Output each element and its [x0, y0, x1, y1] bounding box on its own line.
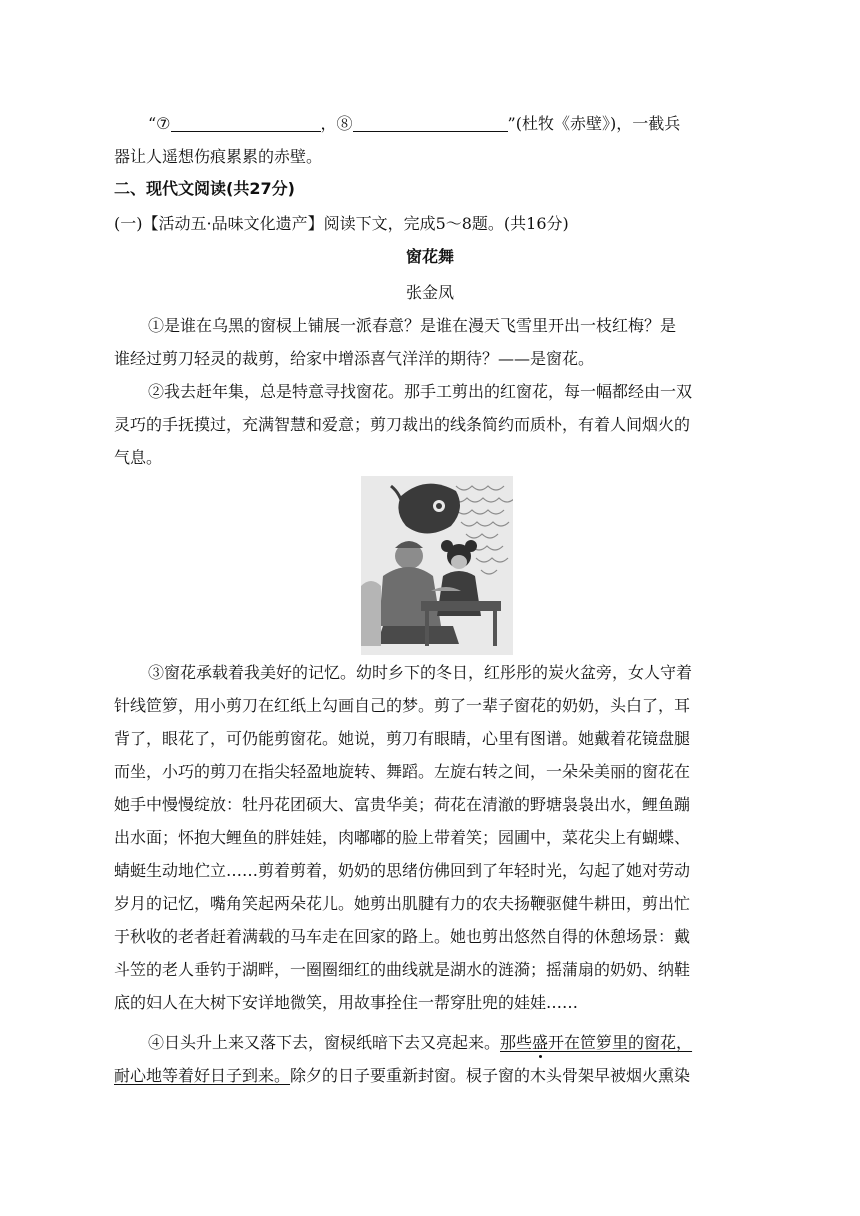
p3-line-4: 而坐，小巧的剪刀在指尖轻盈地旋转、舞蹈。左旋右转之间，一朵朵美丽的窗花在: [114, 762, 691, 781]
poem-fill-line: [148, 114, 680, 134]
paper-cutting-illustration: [361, 476, 513, 655]
p4-plain-text: ④日头升上来又落下去，窗棂纸暗下去又亮起来。: [148, 1033, 501, 1052]
p4-underlined-continuation: 耐心地等着好日子到来。: [114, 1066, 291, 1085]
p1-line-2: 谁经过剪刀轻灵的裁剪，给家中增添喜气洋洋的期待？——是窗花。: [114, 349, 595, 368]
p3-line-9: 于秋收的老者赶着满载的马车走在回家的路上。她也剪出悠然自得的休憩场景：戴: [114, 927, 691, 946]
p2-line-2: 灵巧的手抚摸过，充满智慧和爱意；剪刀裁出的线条简约而质朴，有着人间烟火的: [114, 415, 691, 434]
section-title: 二、现代文阅读(共27分): [114, 179, 295, 198]
blank-7[interactable]: [171, 115, 321, 132]
p2-line-1: ②我去赶年集，总是特意寻找窗花。那手工剪出的红窗花，每一幅都经由一双: [148, 382, 693, 401]
p3-line-2: 针线笸箩，用小剪刀在红纸上勾画自己的梦。剪了一辈子窗花的奶奶，头白了，耳: [114, 696, 691, 715]
p4-underlined-part-a: 那些: [500, 1033, 533, 1052]
p3-line-1: ③窗花承载着我美好的记忆。幼时乡下的冬日，红彤彤的炭火盆旁，女人守着: [148, 663, 693, 682]
p4-plain-continuation: 除夕的日子要重新封窗。棂子窗的木头骨架早被烟火熏染: [290, 1066, 691, 1085]
p3-line-5: 她手中慢慢绽放：牡丹花团硕大、富贵华美；荷花在清澈的野塘袅袅出水，鲤鱼蹦: [114, 795, 691, 814]
p3-line-11: 底的妇人在大树下安详地微笑，用故事拴住一帮穿肚兜的娃娃……: [114, 993, 579, 1012]
p4-dotted-char: 盛: [532, 1033, 549, 1052]
quote-close: ”(杜牧《赤壁》)，一截兵: [507, 114, 681, 133]
instructions: (一)【活动五·品味文化遗产】阅读下文，完成5～8题。(共16分): [114, 214, 569, 233]
p3-line-3: 背了，眼花了，可仍能剪窗花。她说，剪刀有眼睛，心里有图谱。她戴着花镜盘腿: [114, 729, 691, 748]
blank-8[interactable]: [353, 115, 508, 132]
p4-underlined-part-b: 开在笸箩里的窗花，: [548, 1033, 693, 1052]
p3-line-10: 斗笠的老人垂钓于湖畔，一圈圈细红的曲线就是湖水的涟漪；摇蒲扇的奶奶、纳鞋: [114, 960, 691, 979]
comma-sep: ，⑧: [320, 114, 353, 133]
quote-open: “⑦: [148, 114, 171, 133]
p4-line-1: [148, 1033, 692, 1053]
p3-line-7: 蜻蜓生动地伫立……剪着剪着，奶奶的思绪仿佛回到了年轻时光，勾起了她对劳动: [114, 861, 691, 880]
p1-line-1: ①是谁在乌黑的窗棂上铺展一派春意？是谁在漫天飞雪里开出一枝红梅？是: [148, 316, 677, 335]
p3-line-8: 岁月的记忆，嘴角笑起两朵花儿。她剪出肌腱有力的农夫扬鞭驱健牛耕田，剪出忙: [114, 894, 691, 913]
p3-line-6: 出水面；怀抱大鲤鱼的胖娃娃，肉嘟嘟的脸上带着笑；园圃中，菜花尖上有蝴蝶、: [114, 828, 691, 847]
article-author: 张金凤: [405, 283, 454, 302]
p2-line-3: 气息。: [114, 448, 163, 467]
article-title: 窗花舞: [405, 247, 454, 266]
p4-line-2: [114, 1066, 690, 1086]
poem-fill-line-2: 器让人遥想伤痕累累的赤壁。: [114, 147, 323, 166]
p4-underlined-sentence: [500, 1033, 692, 1052]
